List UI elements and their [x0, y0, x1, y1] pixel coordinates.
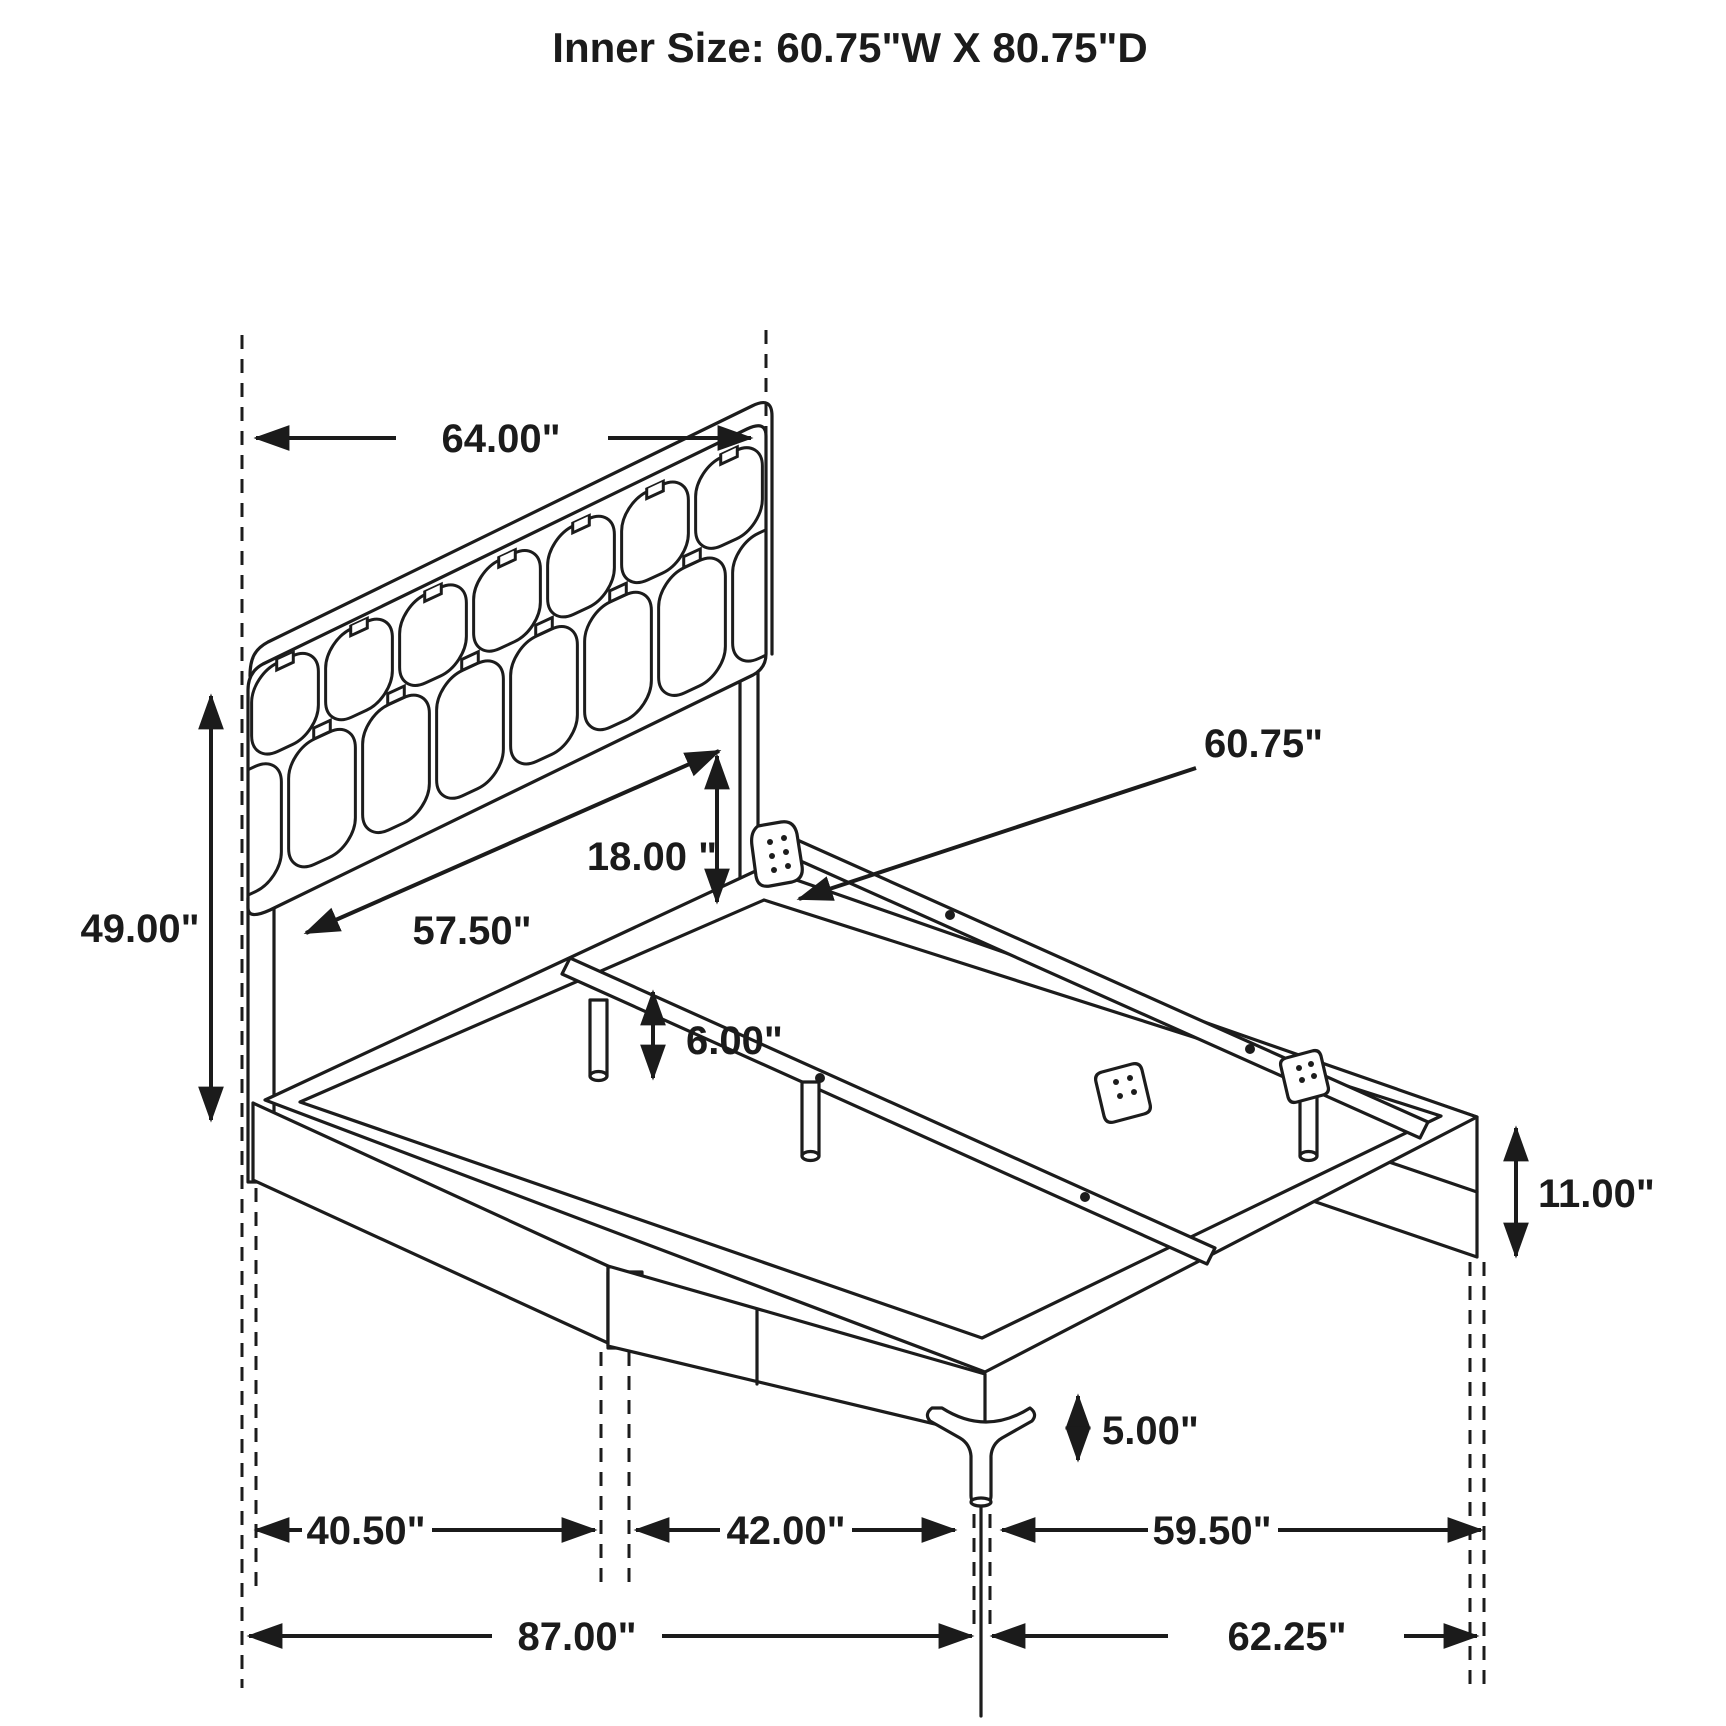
- dim-label: 18.00 ": [586, 835, 718, 879]
- dim-label: 5.00": [1102, 1409, 1199, 1453]
- dim-segment-head: [256, 1509, 595, 1553]
- dim-segment-middle: [636, 1509, 955, 1553]
- dim-label: 40.50": [306, 1509, 426, 1553]
- bed-drawing: [215, 403, 1477, 1506]
- dim-label: 87.00": [517, 1615, 637, 1659]
- dim-inner-width-leader: [799, 722, 1323, 899]
- headboard-bracket: [752, 822, 803, 887]
- dim-foot-leg-height: [1078, 1396, 1199, 1460]
- screw-hole: [945, 910, 955, 920]
- dim-label: 6.00": [686, 1019, 783, 1063]
- dim-segment-foot: [1002, 1509, 1481, 1553]
- dim-headboard-panel-height: [587, 756, 717, 902]
- screw-hole: [1080, 1192, 1090, 1202]
- support-leg-2: [802, 1082, 819, 1161]
- foot-leg-cap: [971, 1498, 991, 1506]
- dim-label: 62.25": [1227, 1615, 1347, 1659]
- foot-leg-shape: [927, 1408, 1034, 1504]
- dim-headboard-width: [256, 417, 751, 461]
- dim-side-rail-height: [1516, 1128, 1655, 1256]
- rail-bracket-foot: [1281, 1051, 1329, 1103]
- dim-label: 60.75": [1204, 722, 1324, 766]
- metal-foot-leg: [927, 1408, 1034, 1506]
- rail-bracket-mid: [1096, 1064, 1151, 1123]
- dim-label: 49.00": [80, 907, 200, 951]
- support-leg-1: [590, 1000, 607, 1081]
- screw-hole: [1245, 1044, 1255, 1054]
- dim-label: 64.00": [441, 417, 561, 461]
- dim-label: 57.50": [412, 909, 532, 953]
- page-title: Inner Size: 60.75"W X 80.75"D: [552, 24, 1148, 71]
- dim-label: 42.00": [726, 1509, 846, 1553]
- dim-label: 11.00": [1538, 1172, 1655, 1216]
- dim-total-length: [249, 1615, 972, 1659]
- dim-headboard-height: [80, 696, 211, 1120]
- dim-total-width: [992, 1615, 1477, 1659]
- dim-label: 59.50": [1152, 1509, 1272, 1553]
